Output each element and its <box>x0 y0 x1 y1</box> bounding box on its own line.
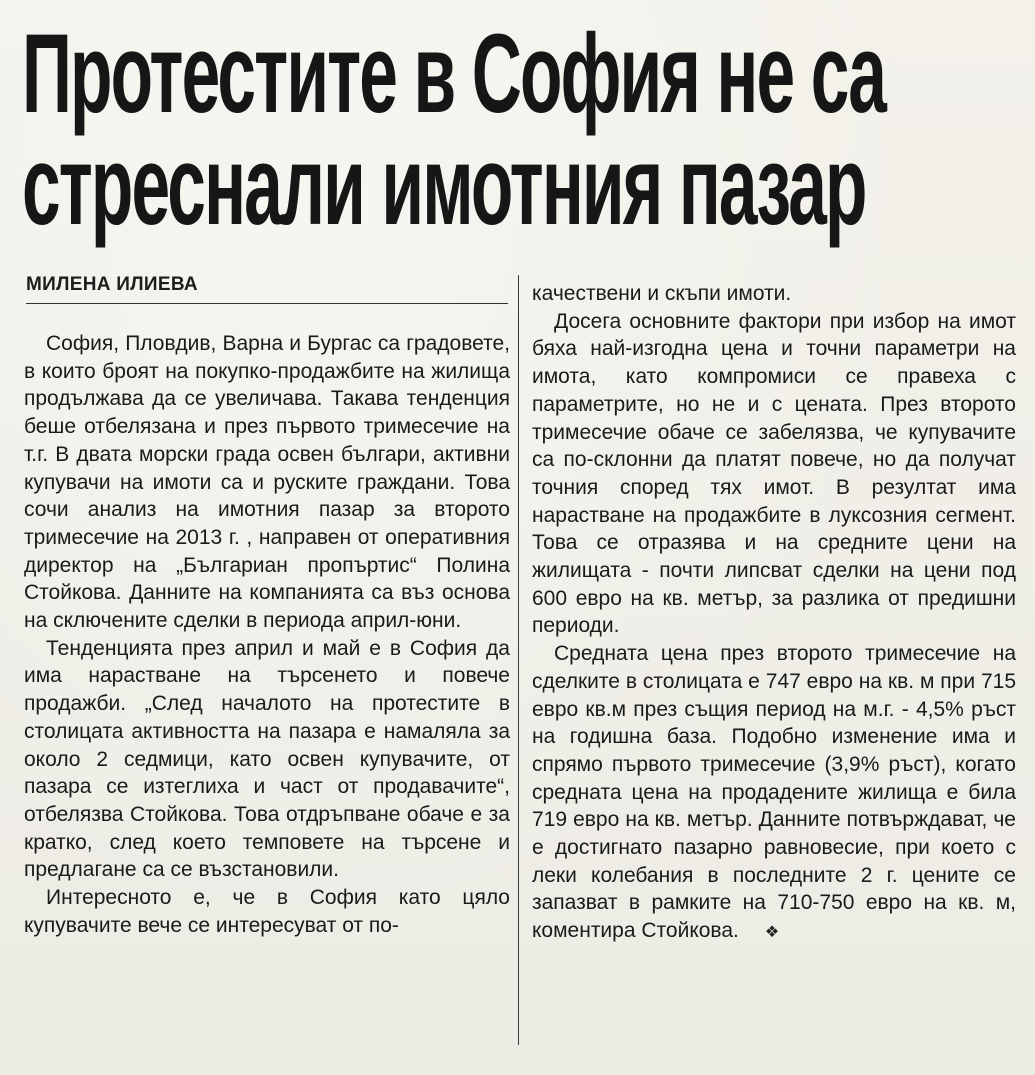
article-column-left <box>24 330 510 939</box>
paragraph: Досега основните фактори при избор на имот бяха най-изгодна цена и точни параметри на имота, като компромиси се правеха с параметрите, но не и с цената. През второто тримесечие обаче се забелязва, че купувачите са по-склонни да платят повече, но да получат точния според тях имот. В резултат има нарастване на продажбите в луксозния сегмент. Това се отразява и на средните цени на жилищата - почти липсват сделки на цени под 600 евро на кв. метър, за разлика от предишни периоди. <box>532 309 1016 638</box>
paragraph: качествени и скъпи имоти. <box>532 282 792 305</box>
author-byline: МИЛЕНА ИЛИЕВА <box>26 273 508 304</box>
headline-line-1: Протестите в София не са <box>22 11 886 136</box>
column-divider <box>518 275 519 1045</box>
article-headline <box>22 11 886 248</box>
fleuron-end-icon: ❖ <box>764 924 780 942</box>
headline-line-2: стреснали имотния пазар <box>22 123 866 248</box>
paragraph-final <box>532 640 1016 947</box>
paragraph: Тенденцията през април и май е в София да има нарастване на търсенето и повече продажби. „След началото на протестите в столицата активността на пазара е намаляла за около 2 седмици, като освен купувачите, от пазара се изтеглиха и част от продавачите“, отбелязва Стойкова. Това отдръпване обаче е за кратко, след което темповете на търсене и предлагане са се възстановили. <box>24 636 510 882</box>
paragraph-text: Средната цена през второто тримесечие на сделките в столицата е 747 евро на кв. м при 715 евро кв.м през същия период на м.г. - 4,5% ръст на годишна база. Подобно изменение има и спрямо първото тримесечие (3,9% ръст), когато средната цена на продадените жилища е била 719 евро на кв. метър. Данните потвърждават, че е достигнато пазарно равновесие, при което с леки колебания в последните 2 г. цените се запазват в рамките на 710-750 евро на кв. м, коментира Стойкова. <box>532 642 1016 943</box>
article-column-right <box>532 280 1016 947</box>
paragraph: София, Пловдив, Варна и Бургас са градовете, в които броят на покупко-продажбите на жилища продължава да се увеличава. Такава тенденция беше отбелязана и през първото тримесечие на т.г. В двата морски града освен българи, активни купувачи на имоти са и руските граждани. Това сочи анализ на имотния пазар за второто тримесечие на 2013 г. , направен от оперативния директор на „Българиан пропъртис“ Полина Стойкова. Данните на компанията са въз основа на сключените сделки в периода април-юни. <box>24 332 510 633</box>
paragraph: Интересното е, че в София като цяло купувачите вече се интересуват от по- <box>24 886 510 937</box>
